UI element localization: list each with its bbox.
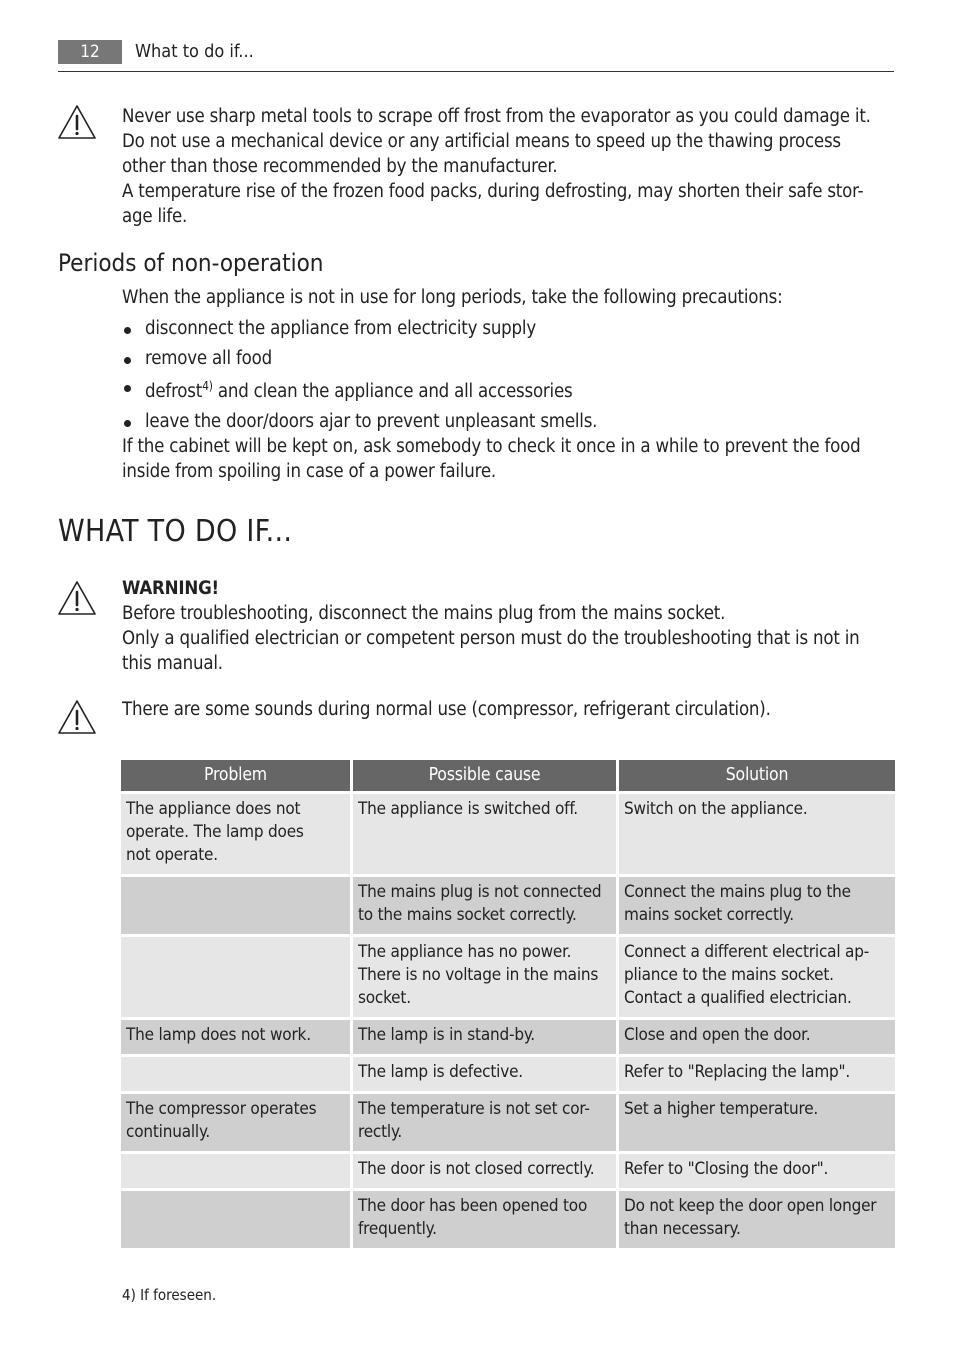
paragraph-line: If the cabinet will be kept on, ask somebody to check it once in a while to prevent the food (122, 436, 861, 457)
cell-line: Close and open the door. (624, 1025, 811, 1045)
table-cell-cause (353, 1094, 616, 1151)
column-header: Possible cause (353, 760, 616, 791)
cell-line: than necessary. (624, 1219, 741, 1239)
troubleshooting-warning (122, 576, 894, 676)
warning-triangle-icon (57, 580, 97, 616)
warning-triangle-icon (57, 699, 97, 735)
table-cell-solution (619, 1057, 895, 1091)
table-cell-problem (121, 937, 350, 1017)
table-header-row (121, 760, 895, 791)
cell-line: The lamp is defective. (358, 1062, 523, 1082)
cell-line: The temperature is not set cor- (358, 1099, 590, 1119)
paragraph-line: other than those recommended by the manufacturer. (122, 156, 558, 177)
cell-line: The door has been opened too (358, 1196, 588, 1216)
warning-triangle-icon (57, 104, 97, 140)
cell-line: There is no voltage in the mains (358, 965, 599, 985)
table-row (121, 794, 895, 874)
cell-line: The appliance is switched off. (358, 799, 578, 819)
cell-line: Do not keep the door open longer (624, 1196, 877, 1216)
non-operation-outro (122, 434, 894, 484)
cell-line: Contact a qualified electrician. (624, 988, 852, 1008)
page-number: 12 (58, 40, 122, 64)
cell-line: Connect the mains plug to the (624, 882, 851, 902)
table-cell-solution (619, 1191, 895, 1248)
sounds-note: There are some sounds during normal use (compressor, refrigerant circulation). (122, 699, 771, 720)
paragraph-line: age life. (122, 206, 188, 227)
table-cell-cause (353, 877, 616, 934)
table-row (121, 1020, 895, 1054)
header-title: What to do if... (135, 41, 254, 62)
table-row (121, 1057, 895, 1091)
list-item-text: and clean the appliance and all accessories (212, 381, 573, 402)
list-item (122, 379, 917, 404)
chapter-heading: WHAT TO DO IF... (58, 514, 293, 549)
table-cell-problem (121, 1191, 350, 1248)
paragraph-line: Do not use a mechanical device or any artificial means to speed up the thawing process (122, 131, 841, 152)
cell-line: The door is not closed correctly. (358, 1159, 595, 1179)
column-header: Problem (121, 760, 350, 791)
page-header (58, 40, 894, 72)
table-cell-problem (121, 1057, 350, 1091)
table-cell-cause (353, 794, 616, 874)
cell-line: to the mains socket correctly. (358, 905, 577, 925)
troubleshooting-table (118, 757, 898, 1251)
cell-line: operate. The lamp does (126, 822, 304, 842)
list-item-text: remove all food (145, 348, 272, 369)
table-cell-solution (619, 1020, 895, 1054)
table-row (121, 1191, 895, 1248)
paragraph-line: inside from spoiling in case of a power failure. (122, 461, 496, 482)
column-header: Solution (619, 760, 895, 791)
cell-line: rectly. (358, 1122, 403, 1142)
warning-title: WARNING! (122, 578, 219, 599)
paragraph-line: Before troubleshooting, disconnect the mains plug from the mains socket. (122, 603, 726, 624)
cell-line: The lamp is in stand-by. (358, 1025, 535, 1045)
cell-line: Connect a different electrical ap- (624, 942, 870, 962)
table-cell-cause (353, 937, 616, 1017)
table-cell-solution (619, 1094, 895, 1151)
cell-line: The appliance has no power. (358, 942, 572, 962)
table-cell-problem (121, 877, 350, 934)
section-heading: Periods of non-operation (58, 249, 324, 277)
cell-line: mains socket correctly. (624, 905, 794, 925)
table-cell-problem (121, 794, 350, 874)
footnote-reference: 4) (202, 378, 213, 393)
defrost-warning-text (122, 104, 894, 229)
table-row (121, 937, 895, 1017)
list-item (122, 316, 917, 341)
table-cell-problem (121, 1020, 350, 1054)
paragraph-line: A temperature rise of the frozen food packs, during defrosting, may shorten their safe stor- (122, 181, 864, 202)
table-row (121, 1094, 895, 1151)
cell-line: Refer to "Closing the door". (624, 1159, 829, 1179)
cell-line: Refer to "Replacing the lamp". (624, 1062, 851, 1082)
paragraph-line: Only a qualified electrician or competent person must do the troubleshooting that is not in (122, 628, 860, 649)
list-item (122, 346, 917, 371)
cell-line: The compressor operates (126, 1099, 317, 1119)
cell-line: socket. (358, 988, 411, 1008)
table-row (121, 1154, 895, 1188)
table-cell-cause (353, 1057, 616, 1091)
table-cell-solution (619, 937, 895, 1017)
bullet-dot (124, 357, 131, 364)
cell-line: Set a higher temperature. (624, 1099, 819, 1119)
footnote: 4) If foreseen. (122, 1286, 217, 1304)
cell-line: The lamp does not work. (126, 1025, 311, 1045)
list-item-text: defrost (145, 381, 203, 402)
table-cell-cause (353, 1191, 616, 1248)
table-cell-cause (353, 1020, 616, 1054)
list-item-text: leave the door/doors ajar to prevent unpleasant smells. (145, 411, 598, 432)
bullet-dot (124, 420, 131, 427)
cell-line: pliance to the mains socket. (624, 965, 834, 985)
bullet-dot (124, 385, 131, 392)
cell-line: frequently. (358, 1219, 437, 1239)
cell-line: The appliance does not (126, 799, 301, 819)
cell-line: not operate. (126, 845, 218, 865)
table-cell-problem (121, 1094, 350, 1151)
list-item-text: disconnect the appliance from electricity supply (145, 318, 536, 339)
table-cell-solution (619, 1154, 895, 1188)
bullet-dot (124, 327, 131, 334)
cell-line: Switch on the appliance. (624, 799, 808, 819)
cell-line: continually. (126, 1122, 211, 1142)
cell-line: The mains plug is not connected (358, 882, 602, 902)
non-operation-intro: When the appliance is not in use for long periods, take the following precautions: (122, 287, 783, 308)
table-cell-solution (619, 794, 895, 874)
paragraph-line: this manual. (122, 653, 223, 674)
paragraph-line: Never use sharp metal tools to scrape off frost from the evaporator as you could damage it. (122, 106, 871, 127)
list-item (122, 409, 917, 434)
table-cell-cause (353, 1154, 616, 1188)
table-cell-problem (121, 1154, 350, 1188)
table-row (121, 877, 895, 934)
table-cell-solution (619, 877, 895, 934)
